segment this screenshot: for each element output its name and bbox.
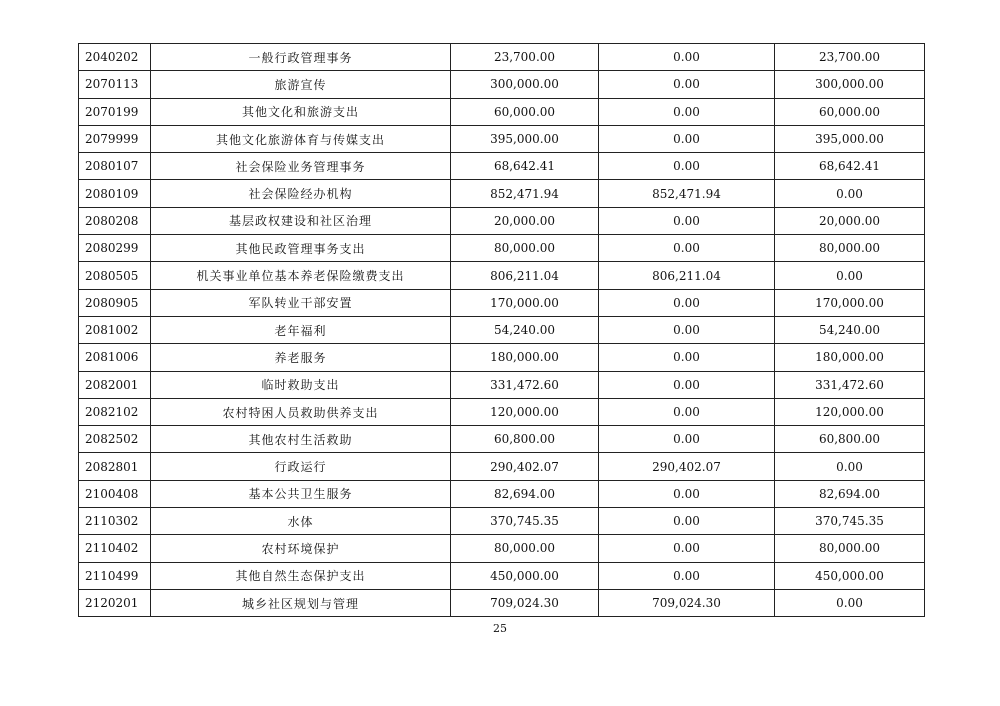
cell-basic: 0.00	[599, 316, 775, 343]
table-row	[79, 125, 925, 152]
cell-project: 395,000.00	[775, 125, 925, 152]
table-row	[79, 289, 925, 316]
cell-name: 养老服务	[151, 344, 451, 371]
table-row	[79, 426, 925, 453]
cell-basic: 0.00	[599, 207, 775, 234]
cell-project: 0.00	[775, 589, 925, 616]
cell-project: 370,745.35	[775, 508, 925, 535]
cell-total: 180,000.00	[451, 344, 599, 371]
cell-total: 395,000.00	[451, 125, 599, 152]
cell-code: 2110499	[79, 562, 151, 589]
cell-project: 20,000.00	[775, 207, 925, 234]
cell-name: 农村环境保护	[151, 535, 451, 562]
table-row	[79, 508, 925, 535]
cell-project: 54,240.00	[775, 316, 925, 343]
cell-project: 120,000.00	[775, 398, 925, 425]
cell-name: 机关事业单位基本养老保险缴费支出	[151, 262, 451, 289]
cell-code: 2080505	[79, 262, 151, 289]
cell-name: 农村特困人员救助供养支出	[151, 398, 451, 425]
page-number: 25	[493, 622, 507, 635]
table-row	[79, 535, 925, 562]
cell-total: 120,000.00	[451, 398, 599, 425]
cell-code: 2080109	[79, 180, 151, 207]
cell-total: 709,024.30	[451, 589, 599, 616]
cell-total: 23,700.00	[451, 44, 599, 71]
cell-name: 其他自然生态保护支出	[151, 562, 451, 589]
table-row	[79, 71, 925, 98]
cell-project: 60,800.00	[775, 426, 925, 453]
cell-basic: 0.00	[599, 44, 775, 71]
cell-project: 450,000.00	[775, 562, 925, 589]
cell-basic: 852,471.94	[599, 180, 775, 207]
cell-code: 2082102	[79, 398, 151, 425]
cell-basic: 0.00	[599, 371, 775, 398]
table-row	[79, 262, 925, 289]
cell-basic: 709,024.30	[599, 589, 775, 616]
cell-project: 23,700.00	[775, 44, 925, 71]
cell-code: 2070113	[79, 71, 151, 98]
table-row	[79, 344, 925, 371]
cell-basic: 0.00	[599, 480, 775, 507]
table-row	[79, 453, 925, 480]
cell-name: 其他民政管理事务支出	[151, 235, 451, 262]
cell-project: 0.00	[775, 262, 925, 289]
cell-basic: 0.00	[599, 398, 775, 425]
cell-name: 军队转业干部安置	[151, 289, 451, 316]
cell-name: 基层政权建设和社区治理	[151, 207, 451, 234]
cell-name: 其他文化和旅游支出	[151, 98, 451, 125]
cell-total: 300,000.00	[451, 71, 599, 98]
table-body	[79, 44, 925, 617]
cell-name: 社会保险经办机构	[151, 180, 451, 207]
cell-code: 2120201	[79, 589, 151, 616]
cell-code: 2080299	[79, 235, 151, 262]
table-row	[79, 589, 925, 616]
cell-total: 370,745.35	[451, 508, 599, 535]
cell-project: 82,694.00	[775, 480, 925, 507]
table-row	[79, 371, 925, 398]
cell-code: 2081002	[79, 316, 151, 343]
cell-name: 老年福利	[151, 316, 451, 343]
table-row	[79, 98, 925, 125]
cell-total: 80,000.00	[451, 535, 599, 562]
cell-basic: 0.00	[599, 344, 775, 371]
cell-name: 其他文化旅游体育与传媒支出	[151, 125, 451, 152]
cell-project: 0.00	[775, 180, 925, 207]
table-row	[79, 180, 925, 207]
cell-basic: 0.00	[599, 426, 775, 453]
cell-code: 2040202	[79, 44, 151, 71]
cell-total: 852,471.94	[451, 180, 599, 207]
table-row	[79, 153, 925, 180]
cell-project: 60,000.00	[775, 98, 925, 125]
cell-basic: 806,211.04	[599, 262, 775, 289]
table-row	[79, 316, 925, 343]
cell-project: 331,472.60	[775, 371, 925, 398]
cell-name: 基本公共卫生服务	[151, 480, 451, 507]
cell-total: 60,000.00	[451, 98, 599, 125]
cell-total: 54,240.00	[451, 316, 599, 343]
cell-total: 331,472.60	[451, 371, 599, 398]
cell-name: 水体	[151, 508, 451, 535]
cell-code: 2080107	[79, 153, 151, 180]
cell-total: 170,000.00	[451, 289, 599, 316]
cell-code: 2070199	[79, 98, 151, 125]
cell-code: 2079999	[79, 125, 151, 152]
cell-name: 旅游宣传	[151, 71, 451, 98]
cell-code: 2100408	[79, 480, 151, 507]
cell-code: 2082502	[79, 426, 151, 453]
cell-total: 82,694.00	[451, 480, 599, 507]
budget-table	[78, 43, 925, 617]
cell-total: 60,800.00	[451, 426, 599, 453]
table-row	[79, 235, 925, 262]
cell-project: 170,000.00	[775, 289, 925, 316]
cell-name: 城乡社区规划与管理	[151, 589, 451, 616]
table-row	[79, 44, 925, 71]
cell-basic: 0.00	[599, 535, 775, 562]
cell-basic: 0.00	[599, 71, 775, 98]
cell-total: 806,211.04	[451, 262, 599, 289]
cell-project: 80,000.00	[775, 535, 925, 562]
cell-project: 68,642.41	[775, 153, 925, 180]
cell-total: 80,000.00	[451, 235, 599, 262]
cell-name: 行政运行	[151, 453, 451, 480]
cell-basic: 0.00	[599, 289, 775, 316]
cell-total: 290,402.07	[451, 453, 599, 480]
cell-name: 临时救助支出	[151, 371, 451, 398]
cell-project: 80,000.00	[775, 235, 925, 262]
cell-name: 一般行政管理事务	[151, 44, 451, 71]
cell-basic: 0.00	[599, 125, 775, 152]
cell-code: 2080208	[79, 207, 151, 234]
table-row	[79, 480, 925, 507]
cell-name: 社会保险业务管理事务	[151, 153, 451, 180]
cell-project: 180,000.00	[775, 344, 925, 371]
cell-code: 2081006	[79, 344, 151, 371]
cell-project: 0.00	[775, 453, 925, 480]
cell-code: 2110302	[79, 508, 151, 535]
cell-basic: 0.00	[599, 562, 775, 589]
table-row	[79, 398, 925, 425]
cell-basic: 0.00	[599, 153, 775, 180]
cell-code: 2082801	[79, 453, 151, 480]
cell-code: 2110402	[79, 535, 151, 562]
table-row	[79, 562, 925, 589]
table-row	[79, 207, 925, 234]
cell-code: 2082001	[79, 371, 151, 398]
cell-total: 20,000.00	[451, 207, 599, 234]
cell-basic: 0.00	[599, 235, 775, 262]
cell-total: 450,000.00	[451, 562, 599, 589]
cell-total: 68,642.41	[451, 153, 599, 180]
cell-project: 300,000.00	[775, 71, 925, 98]
cell-name: 其他农村生活救助	[151, 426, 451, 453]
cell-basic: 0.00	[599, 98, 775, 125]
cell-basic: 290,402.07	[599, 453, 775, 480]
cell-code: 2080905	[79, 289, 151, 316]
cell-basic: 0.00	[599, 508, 775, 535]
